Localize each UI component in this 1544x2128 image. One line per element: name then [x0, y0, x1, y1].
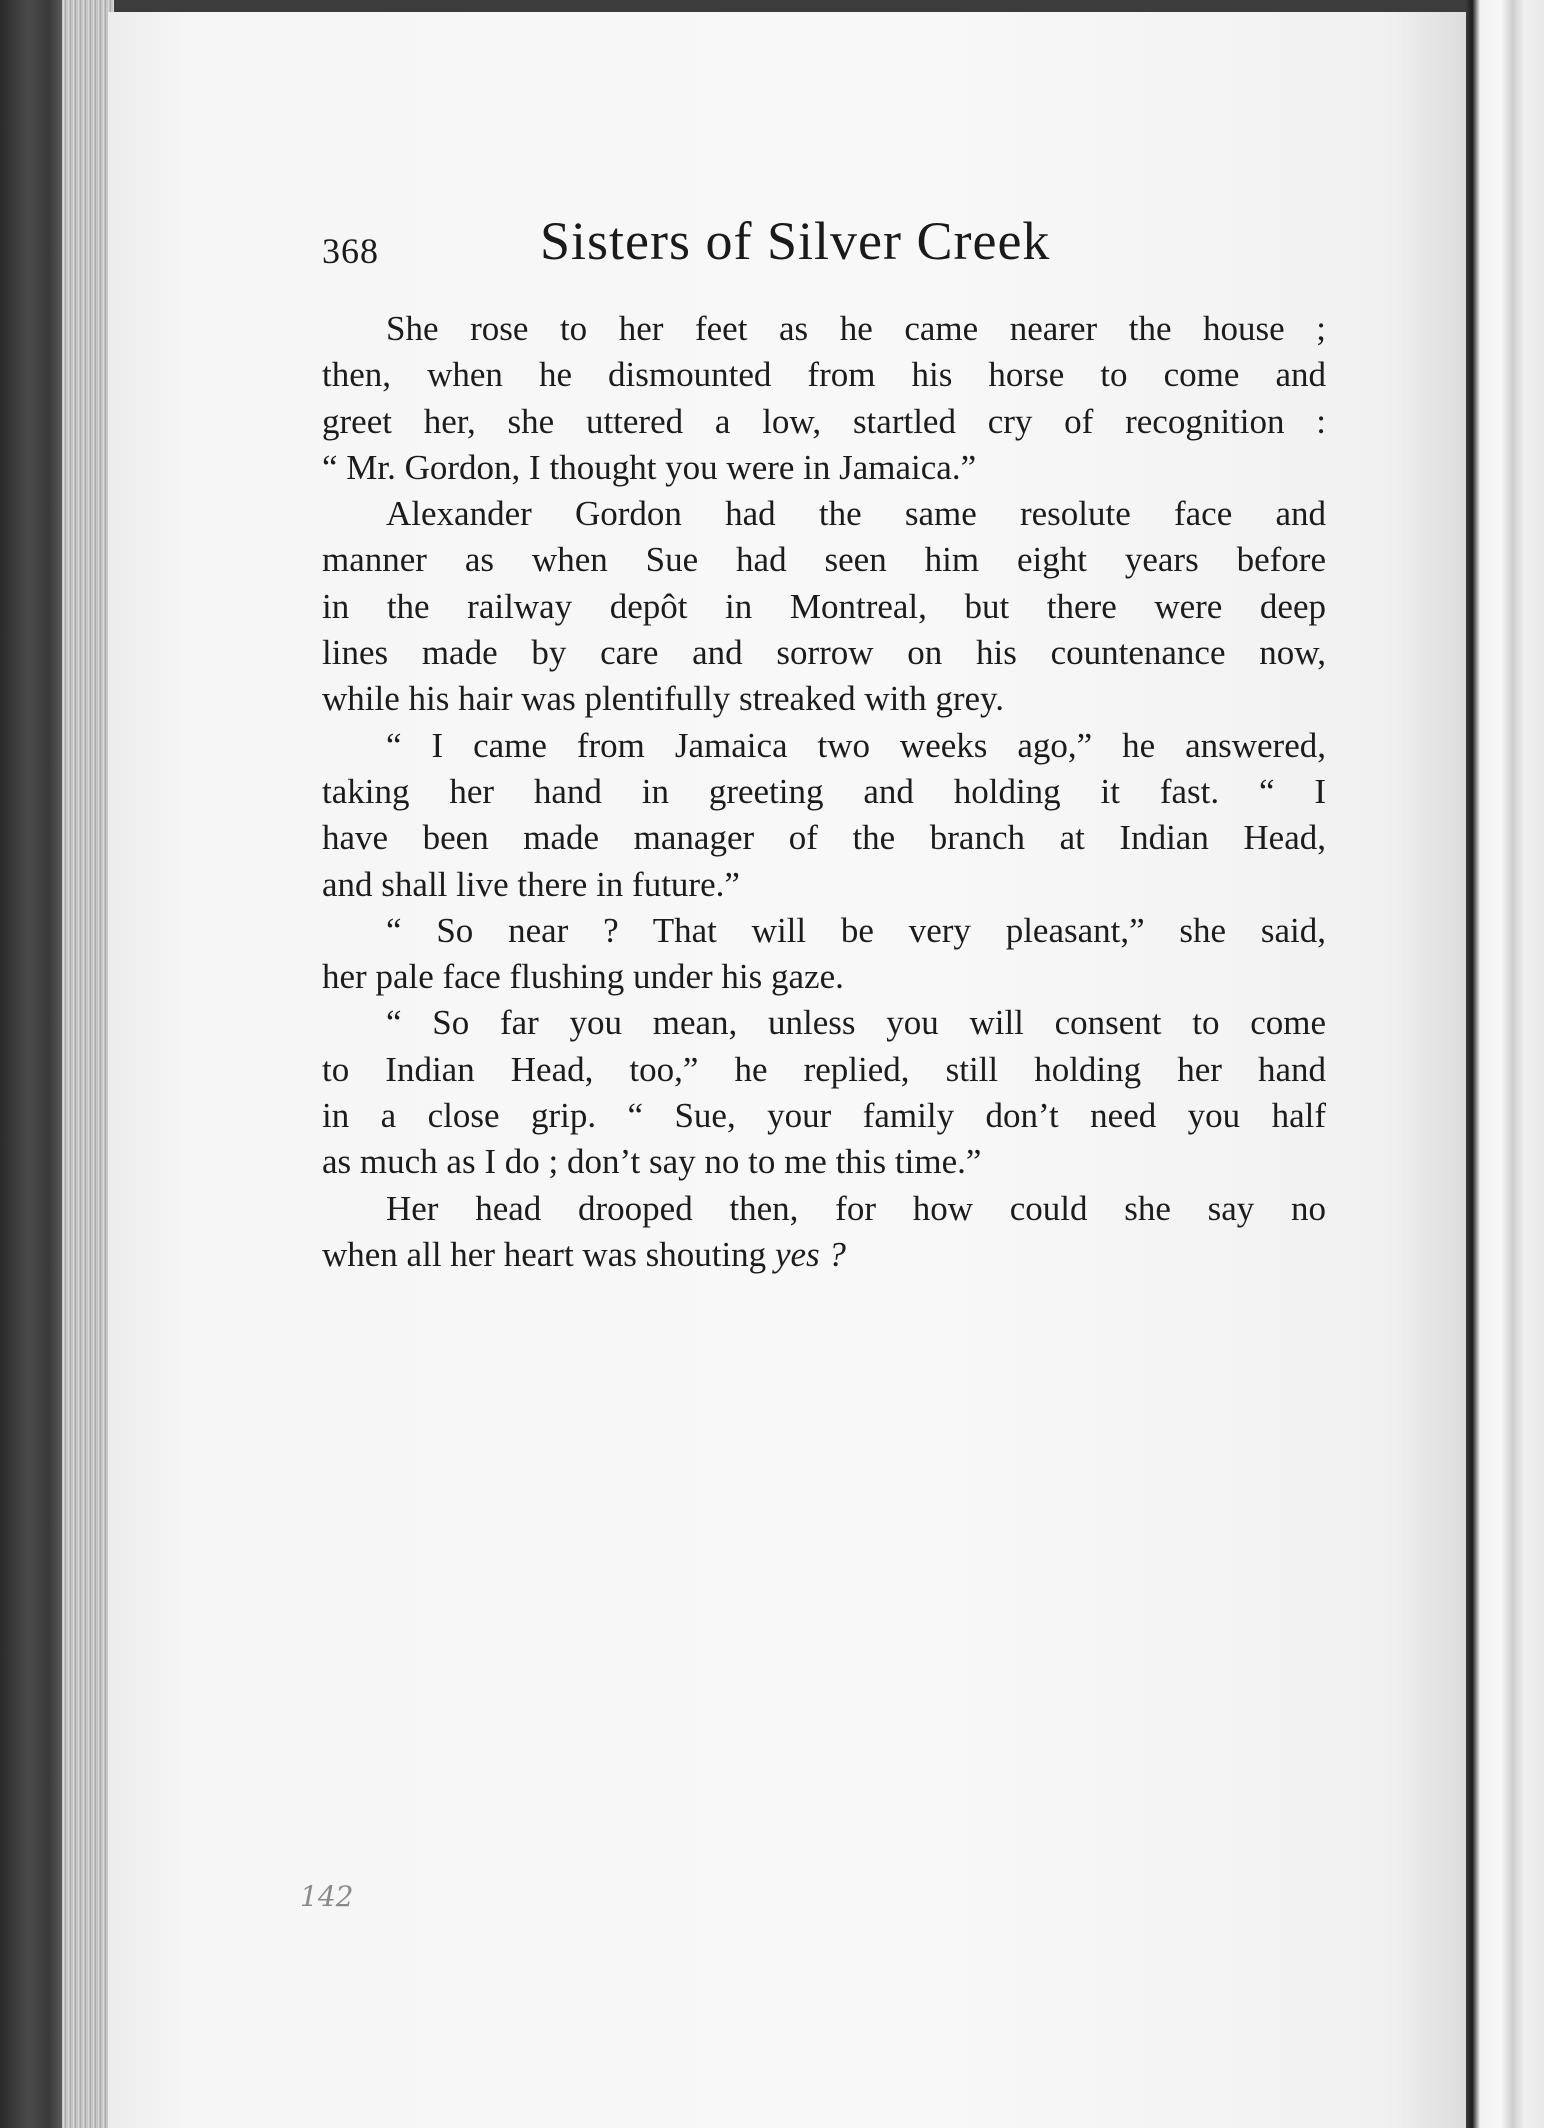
running-title: Sisters of Silver Creek [540, 211, 1051, 271]
text-line: “ I came from Jamaica two weeks ago,” he answered, [386, 725, 1326, 765]
page-header [322, 210, 1322, 290]
text-line: as much as I do ; don’t say no to me this time.” [322, 1142, 982, 1182]
pencil-marginalia: 142 [300, 1880, 354, 1913]
text-line: have been made manager of the branch at Indian Head, [322, 818, 1326, 858]
text-line: her pale face flushing under his gaze. [322, 957, 844, 997]
text-line: when all her heart was shouting [322, 1234, 767, 1274]
text-line: “ Mr. Gordon, I thought you were in Jamaica.” [322, 447, 977, 487]
text-line: lines made by care and sorrow on his countenance now, [322, 633, 1326, 673]
text-line: greet her, she uttered a low, startled cry of recognition : [322, 401, 1326, 441]
scan-top-border [0, 0, 1544, 12]
text-line-final [322, 1232, 1326, 1278]
text-line: She rose to her feet as he came nearer the house ; [386, 309, 1326, 348]
page-stack-edges [62, 0, 114, 2128]
text-line: in the railway depôt in Montreal, but there were deep [322, 586, 1326, 626]
facing-page-edge [1466, 0, 1544, 2128]
text-line: Her head drooped then, for how could she say no [386, 1188, 1326, 1228]
text-line: in a close grip. “ Sue, your family don’t need you half [322, 1096, 1326, 1136]
page-text [322, 306, 1326, 1278]
text-line: manner as when Sue had seen him eight years before [322, 540, 1326, 580]
text-line: while his hair was plentifully streaked with grey. [322, 679, 1005, 719]
page-number: 368 [322, 231, 379, 271]
text-line: to Indian Head, too,” he replied, still holding her hand [322, 1049, 1326, 1089]
book-binding-edge [0, 0, 70, 2128]
text-line: taking her hand in greeting and holding it fast. “ I [322, 771, 1326, 811]
emphasized-word: yes ? [774, 1234, 846, 1274]
text-line: then, when he dismounted from his horse to come and [322, 355, 1326, 395]
text-line: and shall live there in future.” [322, 864, 740, 904]
text-line: Alexander Gordon had the same resolute face and [386, 494, 1326, 534]
text-line: “ So near ? That will be very pleasant,” she said, [386, 910, 1326, 950]
text-line: “ So far you mean, unless you will consent to come [386, 1003, 1326, 1043]
